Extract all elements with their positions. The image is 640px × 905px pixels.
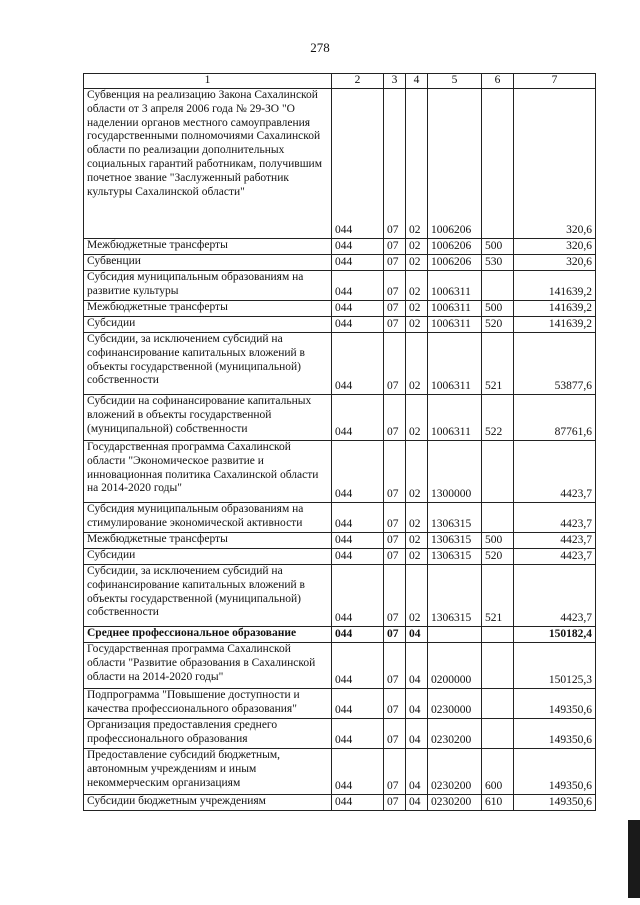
cell-subsection: 02: [406, 255, 428, 271]
cell-expense-type: [482, 503, 514, 533]
table-row: [84, 395, 596, 441]
cell-target-item: 0230000: [428, 689, 482, 719]
cell-subsection: 04: [406, 689, 428, 719]
cell-section: 07: [384, 565, 406, 627]
cell-section: 07: [384, 627, 406, 643]
cell-subsection: 02: [406, 503, 428, 533]
cell-target-item: 1306315: [428, 565, 482, 627]
cell-subsection: 02: [406, 301, 428, 317]
cell-amount: 149350,6: [514, 719, 596, 749]
cell-target-item: 1006206: [428, 239, 482, 255]
cell-expense-type: [482, 643, 514, 689]
page-number: 278: [310, 40, 330, 55]
cell-admin-code: 044: [332, 719, 384, 749]
cell-target-item: 0230200: [428, 795, 482, 811]
table-row: [84, 795, 596, 811]
cell-subsection: 02: [406, 271, 428, 301]
cell-admin-code: 044: [332, 643, 384, 689]
cell-subsection: 04: [406, 719, 428, 749]
row-description: Субсидия муниципальным образованиям на стимулирование экономической активности: [84, 503, 332, 533]
cell-amount: 141639,2: [514, 271, 596, 301]
cell-target-item: 1306315: [428, 503, 482, 533]
cell-amount: 87761,6: [514, 395, 596, 441]
table-row: [84, 271, 596, 301]
cell-subsection: 02: [406, 333, 428, 395]
table-row: [84, 333, 596, 395]
table-row: [84, 301, 596, 317]
budget-table: [83, 73, 596, 811]
cell-expense-type: [482, 271, 514, 301]
row-description: Субвенции: [84, 255, 332, 271]
table-row: [84, 317, 596, 333]
cell-subsection: 02: [406, 441, 428, 503]
row-description: Субсидии бюджетным учреждениям: [84, 795, 332, 811]
cell-target-item: 0230200: [428, 749, 482, 795]
cell-amount: 320,6: [514, 239, 596, 255]
cell-admin-code: 044: [332, 255, 384, 271]
row-description: Межбюджетные трансферты: [84, 301, 332, 317]
cell-target-item: 1306315: [428, 549, 482, 565]
table-row: [84, 239, 596, 255]
cell-amount: 149350,6: [514, 689, 596, 719]
cell-admin-code: 044: [332, 333, 384, 395]
cell-expense-type: [482, 441, 514, 503]
cell-subsection: 04: [406, 643, 428, 689]
row-description: Субсидии: [84, 317, 332, 333]
cell-target-item: 1300000: [428, 441, 482, 503]
cell-target-item: 1006311: [428, 271, 482, 301]
column-header: 5: [428, 74, 482, 89]
cell-amount: 150125,3: [514, 643, 596, 689]
cell-admin-code: 044: [332, 395, 384, 441]
row-description: Межбюджетные трансферты: [84, 239, 332, 255]
cell-subsection: 04: [406, 749, 428, 795]
column-header: 1: [84, 74, 332, 89]
cell-target-item: 1006311: [428, 317, 482, 333]
cell-target-item: [428, 627, 482, 643]
cell-admin-code: 044: [332, 503, 384, 533]
cell-amount: 149350,6: [514, 749, 596, 795]
cell-admin-code: 044: [332, 271, 384, 301]
cell-section: 07: [384, 89, 406, 239]
table-row: [84, 627, 596, 643]
row-description: Субсидии, за исключением субсидий на софинансирование капитальных вложений в объекты государственной (муниципальной) собственности: [84, 565, 332, 627]
cell-admin-code: 044: [332, 627, 384, 643]
cell-admin-code: 044: [332, 795, 384, 811]
cell-subsection: 02: [406, 395, 428, 441]
row-description: Субсидии: [84, 549, 332, 565]
row-description: Организация предоставления среднего профессионального образования: [84, 719, 332, 749]
cell-expense-type: 500: [482, 301, 514, 317]
cell-section: 07: [384, 533, 406, 549]
cell-section: 07: [384, 301, 406, 317]
cell-expense-type: [482, 689, 514, 719]
row-description: Подпрограмма "Повышение доступности и качества профессионального образования": [84, 689, 332, 719]
cell-admin-code: 044: [332, 565, 384, 627]
cell-subsection: 02: [406, 565, 428, 627]
row-description: Межбюджетные трансферты: [84, 533, 332, 549]
cell-section: 07: [384, 395, 406, 441]
table-row: [84, 565, 596, 627]
row-description: Субсидии, за исключением субсидий на софинансирование капитальных вложений в объекты государственной (муниципальной) собственности: [84, 333, 332, 395]
cell-amount: 141639,2: [514, 301, 596, 317]
cell-section: 07: [384, 719, 406, 749]
cell-section: 07: [384, 643, 406, 689]
row-description: Предоставление субсидий бюджетным, автономным учреждениям и иным некоммерческим организациям: [84, 749, 332, 795]
column-header: 4: [406, 74, 428, 89]
row-description: Государственная программа Сахалинской области "Экономическое развитие и инновационная политика Сахалинской области на 2014-2020 годы": [84, 441, 332, 503]
column-header: 2: [332, 74, 384, 89]
table-row: [84, 503, 596, 533]
cell-section: 07: [384, 333, 406, 395]
table-row: [84, 719, 596, 749]
cell-target-item: 1006206: [428, 89, 482, 239]
table-row: [84, 89, 596, 239]
table-row: [84, 749, 596, 795]
cell-amount: 320,6: [514, 89, 596, 239]
cell-expense-type: [482, 89, 514, 239]
cell-admin-code: 044: [332, 441, 384, 503]
cell-expense-type: 521: [482, 565, 514, 627]
cell-subsection: 02: [406, 89, 428, 239]
cell-section: 07: [384, 549, 406, 565]
cell-admin-code: 044: [332, 689, 384, 719]
cell-admin-code: 044: [332, 301, 384, 317]
cell-target-item: 1006206: [428, 255, 482, 271]
table-row: [84, 549, 596, 565]
cell-expense-type: 610: [482, 795, 514, 811]
cell-subsection: 02: [406, 317, 428, 333]
cell-expense-type: 522: [482, 395, 514, 441]
table-row: [84, 643, 596, 689]
cell-section: 07: [384, 795, 406, 811]
cell-amount: 4423,7: [514, 533, 596, 549]
cell-section: 07: [384, 271, 406, 301]
cell-target-item: 1006311: [428, 395, 482, 441]
cell-section: 07: [384, 689, 406, 719]
table-row: [84, 533, 596, 549]
cell-expense-type: 521: [482, 333, 514, 395]
cell-section: 07: [384, 255, 406, 271]
cell-amount: 4423,7: [514, 565, 596, 627]
cell-expense-type: 500: [482, 533, 514, 549]
row-description: Среднее профессиональное образование: [84, 627, 332, 643]
cell-admin-code: 044: [332, 317, 384, 333]
cell-expense-type: 520: [482, 317, 514, 333]
cell-target-item: 1006311: [428, 301, 482, 317]
cell-amount: 150182,4: [514, 627, 596, 643]
cell-amount: 4423,7: [514, 441, 596, 503]
column-header: 3: [384, 74, 406, 89]
table-row: [84, 255, 596, 271]
cell-admin-code: 044: [332, 549, 384, 565]
cell-target-item: 1306315: [428, 533, 482, 549]
cell-subsection: 02: [406, 549, 428, 565]
cell-section: 07: [384, 749, 406, 795]
row-description: Субвенция на реализацию Закона Сахалинской области от 3 апреля 2006 года № 29-ЗО "О наделении органов местного самоуправления государственными полномочиями Сахалинской области по реализации дополнительных социальных гарантий работникам, получившим почетное звание "Заслуженный работник культуры Сахалинской области": [84, 89, 332, 239]
cell-section: 07: [384, 317, 406, 333]
cell-expense-type: 530: [482, 255, 514, 271]
table-header-row: [84, 74, 596, 89]
cell-amount: 149350,6: [514, 795, 596, 811]
cell-subsection: 04: [406, 627, 428, 643]
cell-expense-type: [482, 627, 514, 643]
cell-amount: 4423,7: [514, 503, 596, 533]
cell-expense-type: 520: [482, 549, 514, 565]
row-description: Государственная программа Сахалинской области "Развитие образования в Сахалинской области на 2014-2020 годы": [84, 643, 332, 689]
cell-target-item: 0230200: [428, 719, 482, 749]
cell-expense-type: 500: [482, 239, 514, 255]
cell-section: 07: [384, 239, 406, 255]
row-description: Субсидии на софинансирование капитальных вложений в объекты государственной (муниципальной) собственности: [84, 395, 332, 441]
row-description: Субсидия муниципальным образованиям на развитие культуры: [84, 271, 332, 301]
cell-amount: 141639,2: [514, 317, 596, 333]
cell-subsection: 04: [406, 795, 428, 811]
column-header: 6: [482, 74, 514, 89]
cell-admin-code: 044: [332, 533, 384, 549]
cell-section: 07: [384, 441, 406, 503]
table-row: [84, 689, 596, 719]
cell-expense-type: [482, 719, 514, 749]
cell-amount: 53877,6: [514, 333, 596, 395]
cell-section: 07: [384, 503, 406, 533]
table-row: [84, 441, 596, 503]
cell-target-item: 1006311: [428, 333, 482, 395]
cell-admin-code: 044: [332, 89, 384, 239]
cell-amount: 320,6: [514, 255, 596, 271]
column-header: 7: [514, 74, 596, 89]
cell-subsection: 02: [406, 533, 428, 549]
cell-admin-code: 044: [332, 239, 384, 255]
cell-expense-type: 600: [482, 749, 514, 795]
cell-subsection: 02: [406, 239, 428, 255]
cell-amount: 4423,7: [514, 549, 596, 565]
cell-admin-code: 044: [332, 749, 384, 795]
cell-target-item: 0200000: [428, 643, 482, 689]
scan-edge-mark: [628, 820, 640, 898]
